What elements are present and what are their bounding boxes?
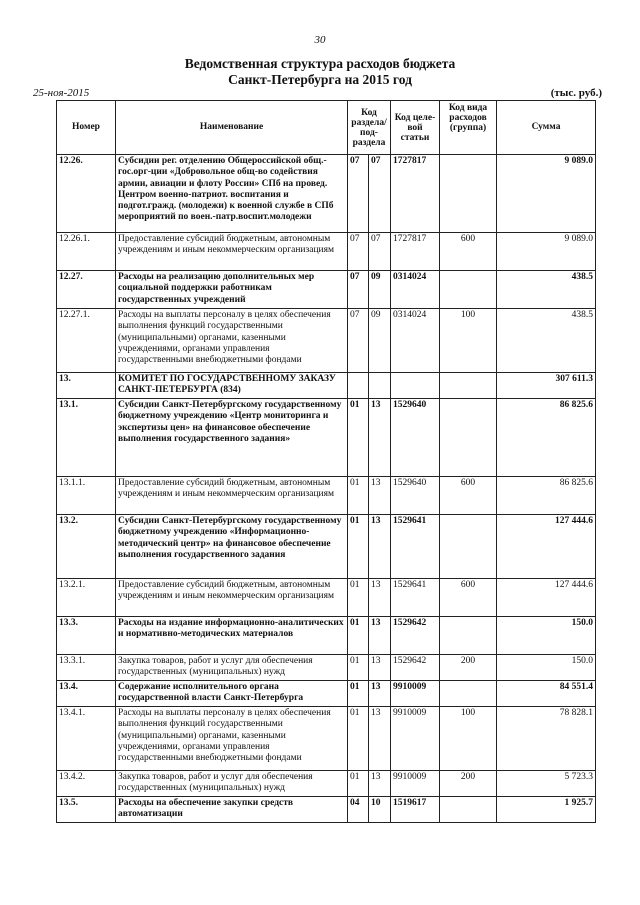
table-row xyxy=(57,155,596,233)
row-subsection: 13 xyxy=(369,515,391,579)
row-name: Расходы на выплаты персоналу в целях обеспечения выполнения функций государственными (муниципальными) органами, казенными учреждениями, органами управления государственными внебюджетными фондами xyxy=(116,309,348,373)
row-target-article: 1529640 xyxy=(391,477,440,515)
budget-table xyxy=(56,100,596,823)
row-expense-type xyxy=(440,617,497,655)
table-row xyxy=(57,681,596,707)
row-name: Предоставление субсидий бюджетным, автономным учреждениям и иным некоммерческим организациям xyxy=(116,233,348,271)
row-expense-type: 200 xyxy=(440,771,497,797)
row-number: 13.3. xyxy=(57,617,116,655)
row-number: 13.2. xyxy=(57,515,116,579)
row-subsection: 13 xyxy=(369,707,391,771)
header-kvr: Код вида расходов (группа) xyxy=(440,101,497,155)
row-target-article: 1529641 xyxy=(391,579,440,617)
row-amount: 150.0 xyxy=(497,655,596,681)
header-number: Номер xyxy=(57,101,116,155)
row-target-article: 1529642 xyxy=(391,617,440,655)
row-section: 01 xyxy=(348,681,369,707)
row-section: 07 xyxy=(348,309,369,373)
row-name: Расходы на издание информационно-аналитических и нормативно-методических материалов xyxy=(116,617,348,655)
row-subsection: 13 xyxy=(369,655,391,681)
table-row xyxy=(57,579,596,617)
row-expense-type: 100 xyxy=(440,309,497,373)
row-expense-type xyxy=(440,373,497,399)
row-subsection: 09 xyxy=(369,309,391,373)
row-subsection: 13 xyxy=(369,399,391,477)
header-section: Код раздела/ под-раздела xyxy=(348,101,391,155)
row-amount: 9 089.0 xyxy=(497,233,596,271)
row-name: Субсидии рег. отделению Общероссийской общ.-гос.орг-ции «Добровольное общ-во содействия армии, авиации и флоту России» СПб на провед. Центром военно-патриот. воспитания и подгот.гражд. (молодежи) к военной службе в СПб мероприятий по воен.-патр.воспит.молодежи xyxy=(116,155,348,233)
row-section: 01 xyxy=(348,579,369,617)
row-section: 01 xyxy=(348,515,369,579)
row-section: 07 xyxy=(348,155,369,233)
page-number: 30 xyxy=(314,34,326,46)
header-sum: Сумма xyxy=(497,101,596,155)
table-row xyxy=(57,707,596,771)
row-amount: 127 444.6 xyxy=(497,579,596,617)
row-expense-type xyxy=(440,155,497,233)
table-row xyxy=(57,797,596,823)
row-expense-type xyxy=(440,797,497,823)
row-section: 01 xyxy=(348,477,369,515)
row-subsection: 07 xyxy=(369,155,391,233)
row-expense-type xyxy=(440,399,497,477)
row-target-article: 1727817 xyxy=(391,233,440,271)
table-row xyxy=(57,233,596,271)
row-amount: 86 825.6 xyxy=(497,399,596,477)
row-target-article: 9910009 xyxy=(391,707,440,771)
row-number: 13.4.2. xyxy=(57,771,116,797)
row-amount: 127 444.6 xyxy=(497,515,596,579)
table-body xyxy=(57,155,596,823)
table-row xyxy=(57,515,596,579)
header-name: Наименование xyxy=(116,101,348,155)
row-subsection: 13 xyxy=(369,579,391,617)
row-name: Закупка товаров, работ и услуг для обеспечения государственных (муниципальных) нужд xyxy=(116,771,348,797)
row-target-article xyxy=(391,373,440,399)
row-amount: 307 611.3 xyxy=(497,373,596,399)
table-row xyxy=(57,655,596,681)
row-section: 01 xyxy=(348,655,369,681)
row-number: 12.27.1. xyxy=(57,309,116,373)
row-expense-type xyxy=(440,515,497,579)
row-section: 07 xyxy=(348,233,369,271)
row-target-article: 0314024 xyxy=(391,271,440,309)
row-number: 12.26. xyxy=(57,155,116,233)
document-title xyxy=(0,56,640,88)
row-section: 01 xyxy=(348,399,369,477)
document-date: 25-ноя-2015 xyxy=(33,87,90,99)
row-subsection: 13 xyxy=(369,477,391,515)
row-subsection: 13 xyxy=(369,617,391,655)
row-target-article: 1529641 xyxy=(391,515,440,579)
table-row xyxy=(57,771,596,797)
row-amount: 150.0 xyxy=(497,617,596,655)
row-section: 04 xyxy=(348,797,369,823)
row-number: 13.4. xyxy=(57,681,116,707)
row-number: 13.4.1. xyxy=(57,707,116,771)
row-section: 01 xyxy=(348,771,369,797)
row-target-article: 0314024 xyxy=(391,309,440,373)
row-expense-type: 200 xyxy=(440,655,497,681)
table-row xyxy=(57,373,596,399)
row-amount: 1 925.7 xyxy=(497,797,596,823)
row-amount: 86 825.6 xyxy=(497,477,596,515)
row-target-article: 9910009 xyxy=(391,681,440,707)
row-expense-type: 600 xyxy=(440,579,497,617)
row-subsection: 09 xyxy=(369,271,391,309)
row-number: 13. xyxy=(57,373,116,399)
row-subsection xyxy=(369,373,391,399)
row-number: 13.5. xyxy=(57,797,116,823)
row-name: Расходы на выплаты персоналу в целях обеспечения выполнения функций государственными (муниципальными) органами, казенными учреждениями, органами управления государственными внебюджетными фондами xyxy=(116,707,348,771)
row-number: 12.27. xyxy=(57,271,116,309)
row-subsection: 13 xyxy=(369,681,391,707)
table-row xyxy=(57,477,596,515)
title-line-2: Санкт-Петербурга на 2015 год xyxy=(228,72,412,87)
row-expense-type: 100 xyxy=(440,707,497,771)
title-line-1: Ведомственная структура расходов бюджета xyxy=(184,56,456,71)
row-subsection: 07 xyxy=(369,233,391,271)
row-target-article: 9910009 xyxy=(391,771,440,797)
row-amount: 9 089.0 xyxy=(497,155,596,233)
table-row xyxy=(57,309,596,373)
row-number: 13.1.1. xyxy=(57,477,116,515)
row-target-article: 1519617 xyxy=(391,797,440,823)
row-number: 13.3.1. xyxy=(57,655,116,681)
row-number: 12.26.1. xyxy=(57,233,116,271)
row-amount: 84 551.4 xyxy=(497,681,596,707)
table-header-row xyxy=(57,101,596,155)
row-subsection: 13 xyxy=(369,771,391,797)
row-name: Предоставление субсидий бюджетным, автономным учреждениям и иным некоммерческим организациям xyxy=(116,579,348,617)
row-name: Закупка товаров, работ и услуг для обеспечения государственных (муниципальных) нужд xyxy=(116,655,348,681)
row-target-article: 1529640 xyxy=(391,399,440,477)
row-name: Предоставление субсидий бюджетным, автономным учреждениям и иным некоммерческим организациям xyxy=(116,477,348,515)
row-expense-type xyxy=(440,681,497,707)
row-target-article: 1727817 xyxy=(391,155,440,233)
row-amount: 5 723.3 xyxy=(497,771,596,797)
row-section: 01 xyxy=(348,617,369,655)
row-name: Субсидии Санкт-Петербургскому государственному бюджетному учреждению «Центр мониторинга и экспертизы цен» на финансовое обеспечение выполнения государственного задания» xyxy=(116,399,348,477)
row-number: 13.1. xyxy=(57,399,116,477)
row-name: Расходы на обеспечение закупки средств автоматизации xyxy=(116,797,348,823)
row-section xyxy=(348,373,369,399)
row-name: Расходы на реализацию дополнительных мер социальной поддержки работникам государственных учреждений xyxy=(116,271,348,309)
row-subsection: 10 xyxy=(369,797,391,823)
row-expense-type xyxy=(440,271,497,309)
row-name: Содержание исполнительного органа государственной власти Санкт-Петербурга xyxy=(116,681,348,707)
row-name: КОМИТЕТ ПО ГОСУДАРСТВЕННОМУ ЗАКАЗУ САНКТ-ПЕТЕРБУРГА (834) xyxy=(116,373,348,399)
row-number: 13.2.1. xyxy=(57,579,116,617)
table-row xyxy=(57,617,596,655)
row-section: 01 xyxy=(348,707,369,771)
row-amount: 438.5 xyxy=(497,309,596,373)
header-target: Код целе-вой статьи xyxy=(391,101,440,155)
table-row xyxy=(57,271,596,309)
row-section: 07 xyxy=(348,271,369,309)
row-amount: 438.5 xyxy=(497,271,596,309)
row-amount: 78 828.1 xyxy=(497,707,596,771)
row-expense-type: 600 xyxy=(440,477,497,515)
table-row xyxy=(57,399,596,477)
units-label: (тыс. руб.) xyxy=(550,87,602,99)
row-name: Субсидии Санкт-Петербургскому государственному бюджетному учреждению «Информационно-методический центр» на финансовое обеспечение выполнения государственного задания xyxy=(116,515,348,579)
row-expense-type: 600 xyxy=(440,233,497,271)
row-target-article: 1529642 xyxy=(391,655,440,681)
